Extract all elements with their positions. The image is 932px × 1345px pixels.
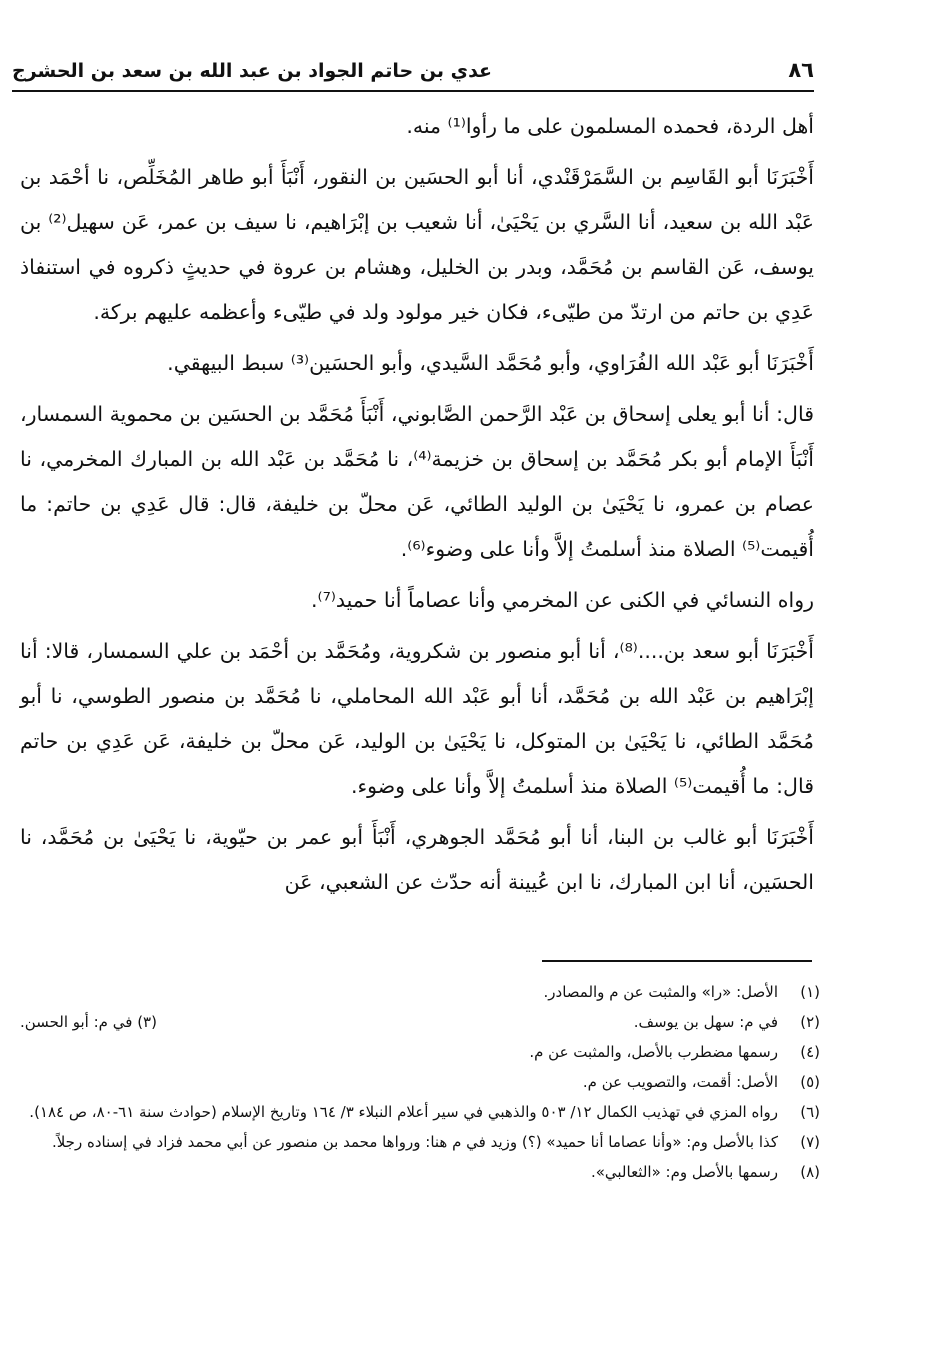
paragraph-3: أَخْبَرَنَا أبو عَبْد الله الفُرَاوي، وأبو مُحَمَّد السَّيدي، وأبو الحسَين⁽³⁾ سبط البيهقي. (167, 351, 814, 375)
footnote-text: رسمها بالأصل وم: «الثعالبي». (590, 1163, 778, 1181)
footnote-7 (20, 1128, 820, 1156)
paragraph-1: أهل الردة، فحمده المسلمون على ما رأوا⁽¹⁾ منه. (406, 114, 814, 138)
footnote-text: كذا بالأصل وم: «وأنا عصاما أنا حميد» (؟) وزيد في م هنا: ورواها محمد بن منصور عن أبي محمد فزاد في إسناده رجلاً. (51, 1133, 778, 1151)
footnote-text (20, 1008, 778, 1036)
paragraph-5: رواه النسائي في الكنى عن المخرمي وأنا عصاماً أنا حميد⁽⁷⁾. (311, 588, 814, 612)
footnote-number: (٥) (800, 1073, 820, 1091)
footnote-number: (٦) (800, 1103, 820, 1121)
footnote-2-text: في م: سهل بن يوسف. (633, 1013, 778, 1031)
page-number: ٨٦ (788, 58, 814, 82)
footnote-2 (20, 1008, 820, 1036)
footnote-number: (٧) (800, 1133, 820, 1151)
paragraph-4: قال: أنا أبو يعلى إسحاق بن عَبْد الرَّحمن الصَّابوني، أَنْبَأَ مُحَمَّد بن الحسَين بن محموية السمسار، أَنْبَأَ الإمام أبو بكر مُحَمَّد بن إسحاق بن خزيمة⁽⁴⁾، نا مُحَمَّد بن عَبْد الله بن المبارك المخرمي، نا عصام بن عمرو، نا يَحْيَىٰ بن الوليد الطائي، عَن محلّ بن خليفة، قال: قال عَدِي بن حاتم: ما أُقيمت⁽⁵⁾ الصلاة منذ أسلمتُ إلاَّ وأنا على وضوء⁽⁶⁾. (20, 402, 815, 561)
footnote-number: (٨) (800, 1163, 820, 1181)
footnote-number: (٤) (800, 1043, 820, 1061)
footnote-5 (20, 1068, 820, 1096)
footnote-text: الأصل: أقمت، والتصويب عن م. (582, 1073, 778, 1091)
body-text (20, 104, 814, 911)
footnote-text: رواه المزي في تهذيب الكمال ١٢/ ٥٠٣ والذهبي في سير أعلام النبلاء ٣/ ١٦٤ وتاريخ الإسلام (حوادث سنة ٦١-٨٠، ص ١٨٤). (29, 1103, 778, 1121)
paragraph-7: أَخْبَرَنَا أبو غالب بن البنا، أنا أبو مُحَمَّد الجوهري، أَنْبَأَ أبو عمر بن حيّوية، نا يَحْيَىٰ بن مُحَمَّد، نا الحسَين، أنا ابن المبارك، نا ابن عُيينة أنه حدّث عن الشعبي، عَن (20, 825, 814, 894)
paragraph-2: أَخْبَرَنَا أبو القَاسِم بن السَّمَرْقَنْدي، أنا أبو الحسَين بن النقور، أَنْبَأَ أبو طاهر المُخَلِّص، نا أحْمَد بن عَبْد الله بن سعيد، أنا السَّري بن يَحْيَىٰ، أنا شعيب بن إبْرَاهيم، نا سيف بن عمر، عَن سهيل⁽²⁾ بن يوسف، عَن القاسم بن مُحَمَّد، وبدر بن الخليل، وهشام بن عروة في حديثٍ ذكروه في استنفاذ عَدِي بن حاتم من ارتدّ من طيّىء، فكان خير مولود ولد في طيّىء وأعظمه عليهم بركة. (20, 165, 814, 324)
footnotes (20, 978, 820, 1188)
footnote-6 (20, 1098, 820, 1126)
paragraph-6: أَخْبَرَنَا أبو سعد بن....⁽⁸⁾، أنا أبو منصور بن شكروية، ومُحَمَّد بن أحْمَد بن علي السمسار، قالا: أنا إبْرَاهيم بن عَبْد الله بن مُحَمَّد، أنا أبو عَبْد الله المحاملي، نا مُحَمَّد بن منصور الطوسي، نا أبو مُحَمَّد الطائي، نا يَحْيَىٰ بن المتوكل، نا يَحْيَىٰ بن الوليد، عَن محلّ بن خليفة، عَن عَدِي بن حاتم قال: ما أُقيمت⁽⁵⁾ الصلاة منذ أسلمتُ إلاَّ وأنا على وضوء. (20, 639, 814, 798)
footnote-3-text: في م: أبو الحسن. (20, 1013, 133, 1031)
footnote-number: (١) (800, 983, 820, 1001)
footnote-3-inline (20, 1008, 157, 1036)
footnote-text: رسمها مضطرب بالأصل، والمثبت عن م. (529, 1043, 778, 1061)
running-title: عدي بن حاتم الجواد بن عبد الله بن سعد بن الحشرج (12, 60, 493, 82)
footnote-3-number: (٣) (137, 1013, 157, 1031)
page-header (12, 50, 814, 92)
footnote-text: الأصل: «را» والمثبت عن م والمصادر. (543, 983, 778, 1001)
footnote-1 (20, 978, 820, 1006)
footnote-8 (20, 1158, 820, 1186)
footnote-divider (542, 960, 812, 962)
footnote-number: (٢) (800, 1013, 820, 1031)
footnote-4 (20, 1038, 820, 1066)
